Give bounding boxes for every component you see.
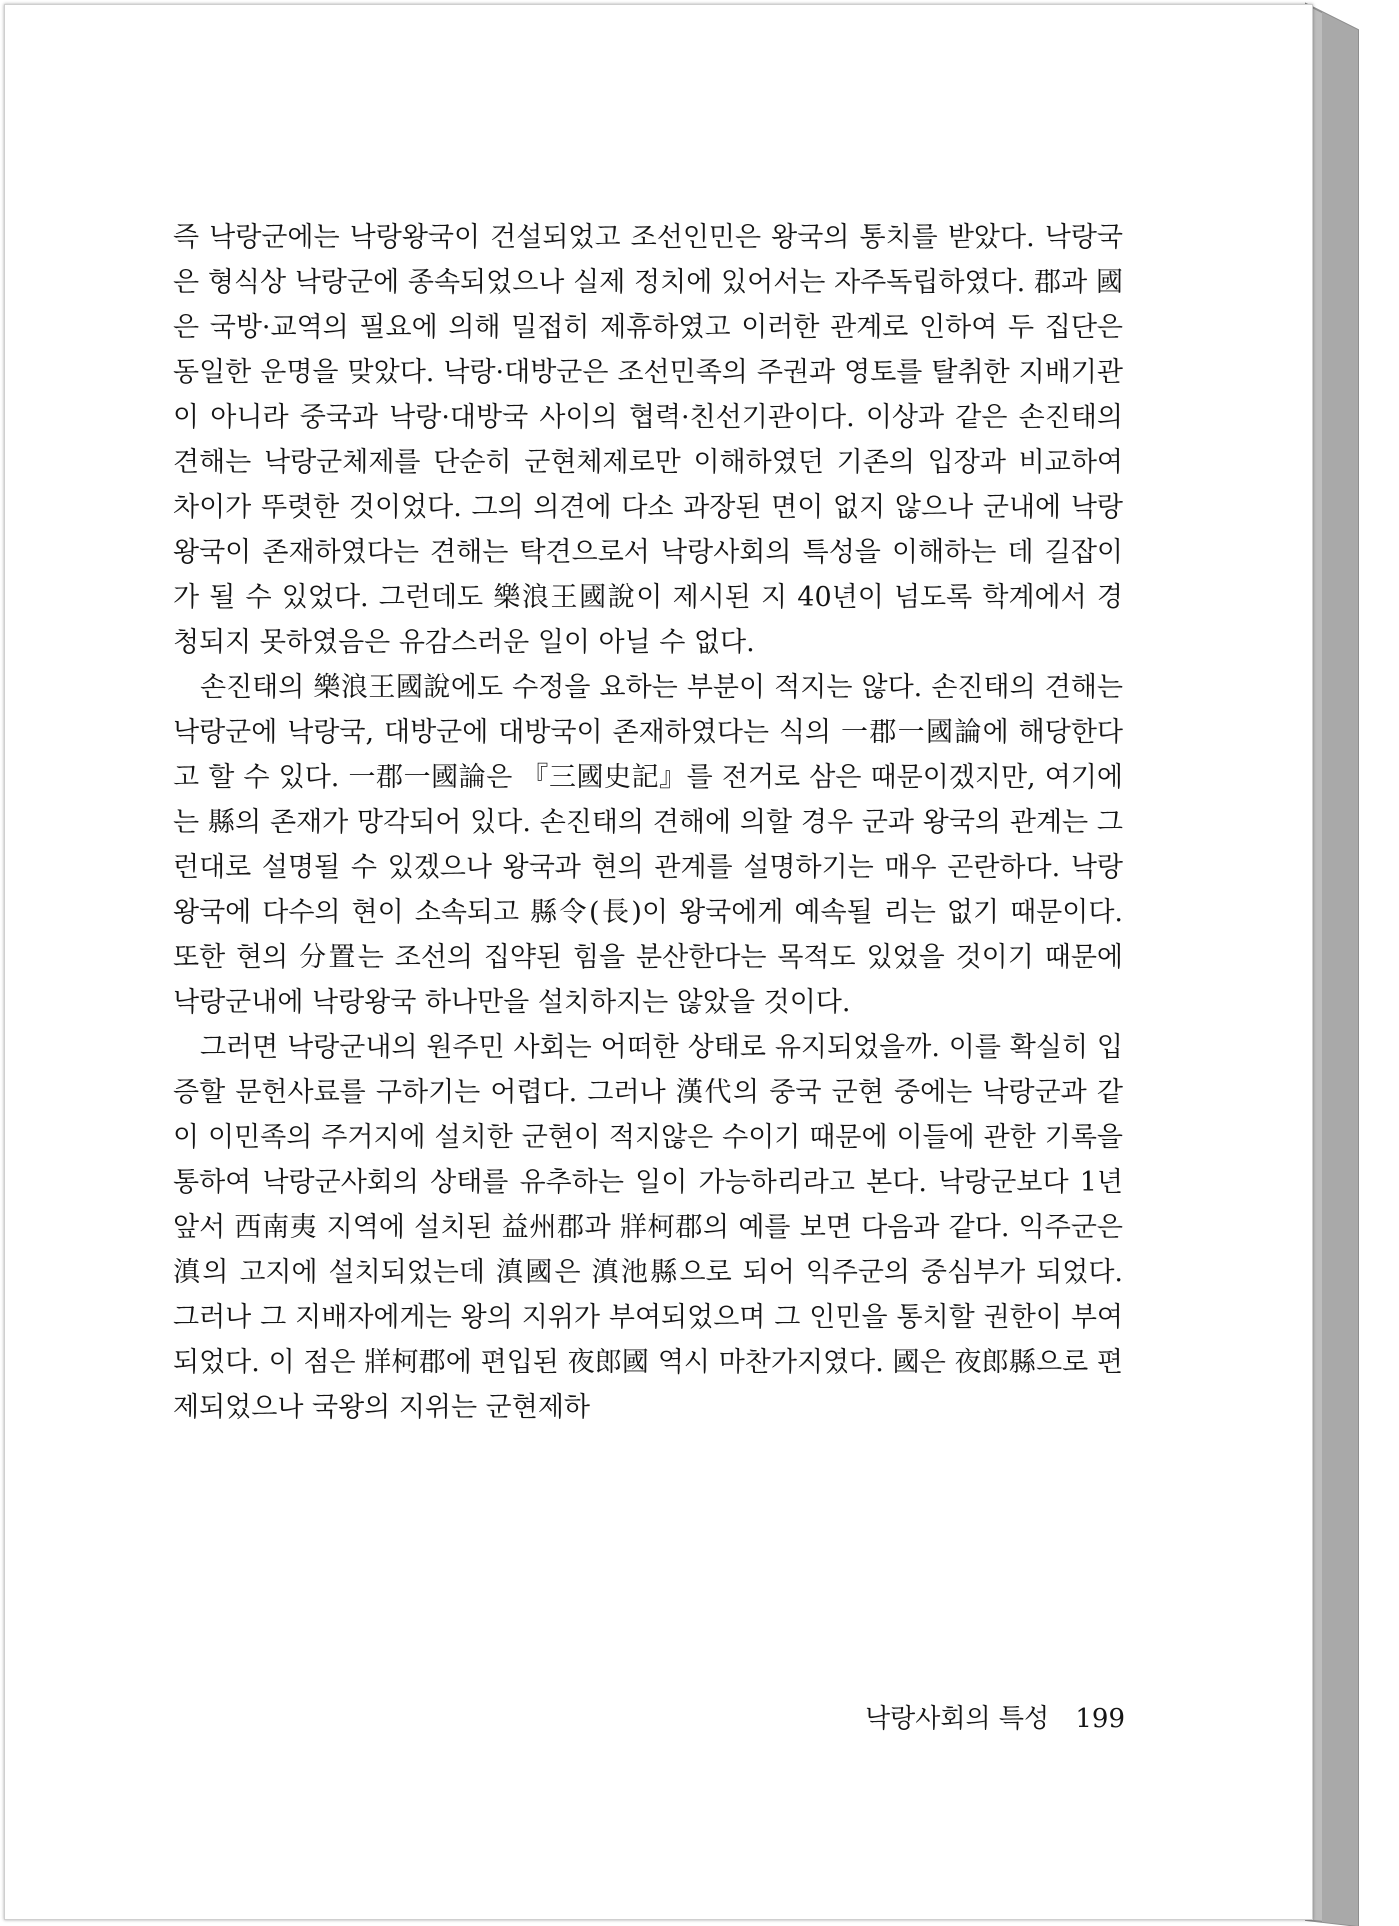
running-title: 낙랑사회의 특성 bbox=[865, 1704, 1050, 1734]
body-text bbox=[173, 215, 1123, 1430]
page-number: 199 bbox=[1075, 1704, 1125, 1734]
paragraph-1: 즉 낙랑군에는 낙랑왕국이 건설되었고 조선인민은 왕국의 통치를 받았다. 낙랑국은 형식상 낙랑군에 종속되었으나 실제 정치에 있어서는 자주독립하였다. 郡과 國은 국방·교역의 필요에 의해 밀접히 제휴하였고 이러한 관계로 인하여 두 집단은 동일한 운명을 맞았다. 낙랑·대방군은 조선민족의 주권과 영토를 탈취한 지배기관이 아니라 중국과 낙랑·대방국 사이의 협력·친선기관이다. 이상과 같은 손진태의 견해는 낙랑군체제를 단순히 군현체제로만 이해하였던 기존의 입장과 비교하여 차이가 뚜렷한 것이었다. 그의 의견에 다소 과장된 면이 없지 않으나 군내에 낙랑왕국이 존재하였다는 견해는 탁견으로서 낙랑사회의 특성을 이해하는 데 길잡이가 될 수 있었다. 그런데도 樂浪王國說이 제시된 지 40년이 넘도록 학계에서 경청되지 못하였음은 유감스러운 일이 아닐 수 없다. bbox=[173, 222, 1123, 658]
page-stack-shade bbox=[1322, 12, 1358, 1926]
book-page bbox=[4, 4, 1313, 1920]
page-footer bbox=[825, 1698, 1125, 1735]
paragraph-3: 그러면 낙랑군내의 원주민 사회는 어떠한 상태로 유지되었을까. 이를 확실히 입증할 문헌사료를 구하기는 어렵다. 그러나 漢代의 중국 군현 중에는 낙랑군과 같이 이민족의 주거지에 설치한 군현이 적지않은 수이기 때문에 이들에 관한 기록을 통하여 낙랑군사회의 상태를 유추하는 일이 가능하리라고 본다. 낙랑군보다 1년 앞서 西南夷 지역에 설치된 益州郡과 牂柯郡의 예를 보면 다음과 같다. 익주군은 滇의 고지에 설치되었는데 滇國은 滇池縣으로 되어 익주군의 중심부가 되었다. 그러나 그 지배자에게는 왕의 지위가 부여되었으며 그 인민을 통치할 권한이 부여되었다. 이 점은 牂柯郡에 편입된 夜郎國 역시 마찬가지였다. 國은 夜郎縣으로 편제되었으나 국왕의 지위는 군현제하 bbox=[173, 1032, 1123, 1423]
paragraph-2: 손진태의 樂浪王國說에도 수정을 요하는 부분이 적지는 않다. 손진태의 견해는 낙랑군에 낙랑국, 대방군에 대방국이 존재하였다는 식의 一郡一國論에 해당한다고 할 수 있다. 一郡一國論은 『三國史記』를 전거로 삼은 때문이겠지만, 여기에는 縣의 존재가 망각되어 있다. 손진태의 견해에 의할 경우 군과 왕국의 관계는 그런대로 설명될 수 있겠으나 왕국과 현의 관계를 설명하기는 매우 곤란하다. 낙랑왕국에 다수의 현이 소속되고 縣令(長)이 왕국에게 예속될 리는 없기 때문이다. 또한 현의 分置는 조선의 집약된 힘을 분산한다는 목적도 있었을 것이기 때문에 낙랑군내에 낙랑왕국 하나만을 설치하지는 않았을 것이다. bbox=[173, 672, 1123, 1018]
